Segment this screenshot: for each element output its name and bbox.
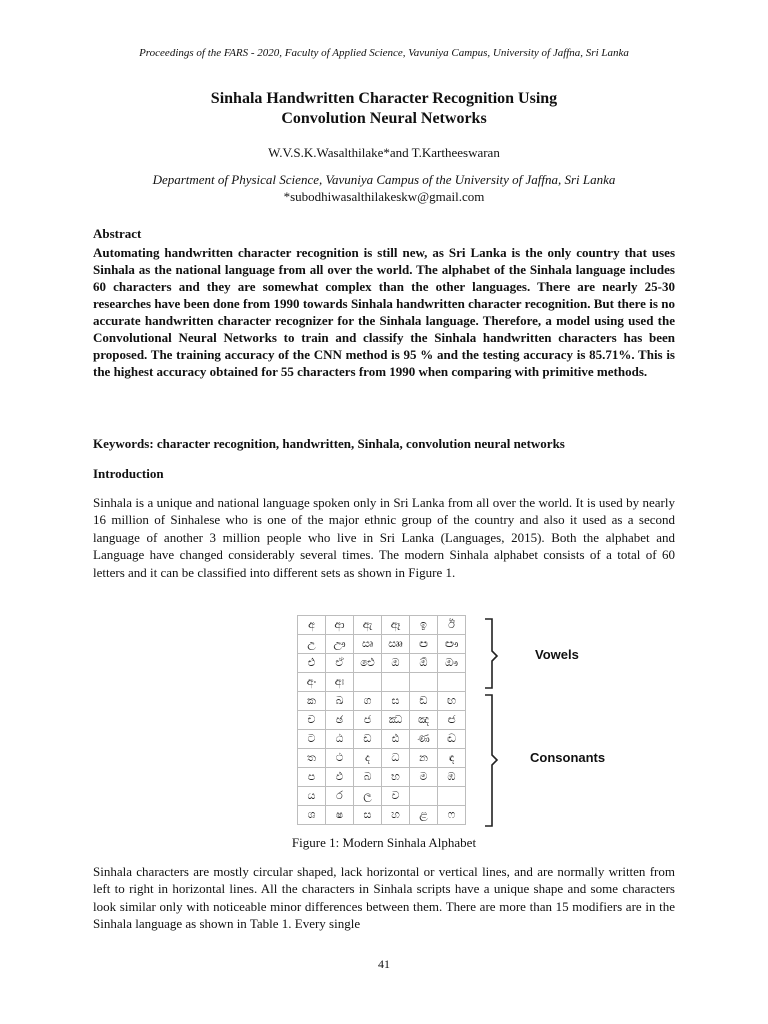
alphabet-cell: ජ xyxy=(354,711,382,730)
figure-caption: Figure 1: Modern Sinhala Alphabet xyxy=(291,835,477,850)
alphabet-cell: ඣ xyxy=(382,711,410,730)
alphabet-cell: ග xyxy=(354,692,382,711)
alphabet-cell: ඓ xyxy=(354,654,382,673)
alphabet-cell: ඳ xyxy=(438,749,466,768)
alphabet-cell: ව xyxy=(382,787,410,806)
abstract-text: Automating handwritten character recognition is still new, as Sri Lanka is the only country that uses Sinhala as the national language from all over the world. The alphabet of the Sinhala language includes 60 characters and they are somewhat complex than the other languages. There are nearly 25-30 researches have been done from 1990 towards Sinhala handwritten character recognition. But there is no accurate handwritten character recognizer for the Sinhala language. Therefore, a model using used the Convolutional Neural Networks to train and classify the Sinhala handwritten characters has been proposed. The training accuracy of the CNN method is 95 % and the testing accuracy is 85.71%. This is the highest accuracy obtained for 55 characters from 1990 when comparing with primitive methods. xyxy=(93,245,675,379)
alphabet-cell: ඌ xyxy=(326,635,354,654)
alphabet-cell xyxy=(354,673,382,692)
alphabet-cell: ද xyxy=(354,749,382,768)
alphabet-cell: ණ xyxy=(410,730,438,749)
alphabet-row xyxy=(298,692,466,711)
paragraph-2: Sinhala characters are mostly circular shaped, lack horizontal or vertical lines, and are normally written from left to right in horizontal lines. All the characters in Sinhala scripts have a unique shape and some characters look similar only with noticeable minor differences between them. There are more than 15 modifiers are in the Sinhala language as shown in Table 1. Every single xyxy=(93,864,675,932)
vowels-brace xyxy=(480,615,510,835)
alphabet-cell: ල xyxy=(354,787,382,806)
alphabet-cell: අඃ xyxy=(326,673,354,692)
keywords: Keywords: character recognition, handwritten, Sinhala, convolution neural networks xyxy=(93,436,565,451)
alphabet-cell: ම xyxy=(410,768,438,787)
consonants-brace xyxy=(485,695,497,826)
abstract-heading: Abstract xyxy=(93,226,142,241)
alphabet-row xyxy=(298,673,466,692)
alphabet-cell xyxy=(382,673,410,692)
alphabet-cell: ධ xyxy=(382,749,410,768)
intro-text: Sinhala is a unique and national language spoken only in Sri Lanka from all over the world. It is used by nearly 16 million of Sinhalese who is one of the major ethnic group of the country and also it used as a second language of another 3 million people who live in Sri Lanka (Languages, 2015). Both the alphabet and Language have changed considerably several times. The modern Sinhala alphabet consists of a total of 60 letters and it can be classified into different sets as shown in Figure 1. xyxy=(93,495,675,580)
alphabet-cell xyxy=(410,787,438,806)
alphabet-cell: ඝ xyxy=(382,692,410,711)
alphabet-cell: ශ xyxy=(298,806,326,825)
alphabet-cell: ෆ xyxy=(438,806,466,825)
alphabet-cell: ස xyxy=(354,806,382,825)
alphabet-cell: ඐ xyxy=(438,635,466,654)
consonants-label: Consonants xyxy=(530,750,606,765)
alphabet-cell: න xyxy=(410,749,438,768)
alphabet-cell: ඡ xyxy=(326,711,354,730)
alphabet-cell xyxy=(438,673,466,692)
alphabet-cell: අං xyxy=(298,673,326,692)
alphabet-cell: ඤ xyxy=(410,711,438,730)
alphabet-cell: ය xyxy=(298,787,326,806)
alphabet-table xyxy=(297,615,466,825)
alphabet-cell: ත xyxy=(298,749,326,768)
vowels-label: Vowels xyxy=(535,647,579,662)
page-number: 41 xyxy=(378,957,390,971)
alphabet-cell: ඛ xyxy=(326,692,354,711)
alphabet-cell xyxy=(438,787,466,806)
alphabet-cell: භ xyxy=(382,768,410,787)
alphabet-cell: ක xyxy=(298,692,326,711)
alphabet-row xyxy=(298,616,466,635)
alphabet-cell: ඬ xyxy=(438,730,466,749)
alphabet-cell: ඍ xyxy=(354,635,382,654)
alphabet-cell: ඵ xyxy=(326,768,354,787)
paper-title xyxy=(0,89,768,129)
title-line-2: Convolution Neural Networks xyxy=(281,110,487,127)
alphabet-cell: ආ xyxy=(326,616,354,635)
alphabet-cell: උ xyxy=(298,635,326,654)
alphabet-cell: එ xyxy=(298,654,326,673)
alphabet-cell: ථ xyxy=(326,749,354,768)
email: *subodhiwasalthilakeskw@gmail.com xyxy=(283,189,485,204)
alphabet-cell: ඊ xyxy=(438,616,466,635)
affiliation-block xyxy=(0,171,768,205)
alphabet-cell: ඉ xyxy=(410,616,438,635)
alphabet-cell: ඈ xyxy=(382,616,410,635)
alphabet-cell: ර xyxy=(326,787,354,806)
alphabet-cell: ඎ xyxy=(382,635,410,654)
alphabet-cell: ඒ xyxy=(326,654,354,673)
alphabet-cell: ඇ xyxy=(354,616,382,635)
alphabet-cell: අ xyxy=(298,616,326,635)
alphabet-cell: හ xyxy=(382,806,410,825)
alphabet-cell: ඩ xyxy=(354,730,382,749)
alphabet-cell: ඪ xyxy=(382,730,410,749)
alphabet-cell: ඨ xyxy=(326,730,354,749)
alphabet-row xyxy=(298,787,466,806)
alphabet-cell: ඞ xyxy=(410,692,438,711)
alphabet-cell: ප xyxy=(298,768,326,787)
proceedings-header: Proceedings of the FARS - 2020, Faculty of Applied Science, Vavuniya Campus, University of Jaffna, Sri Lanka xyxy=(139,47,629,59)
title-line-1: Sinhala Handwritten Character Recognition Using xyxy=(210,90,558,107)
alphabet-row xyxy=(298,711,466,730)
alphabet-cell: බ xyxy=(354,768,382,787)
alphabet-cell: ඦ xyxy=(438,711,466,730)
alphabet-row xyxy=(298,654,466,673)
alphabet-row xyxy=(298,768,466,787)
alphabet-row xyxy=(298,635,466,654)
alphabet-cell: ඖ xyxy=(438,654,466,673)
alphabet-cell: ඏ xyxy=(410,635,438,654)
alphabet-row xyxy=(298,730,466,749)
alphabet-cell: ට xyxy=(298,730,326,749)
alphabet-cell: ඹ xyxy=(438,768,466,787)
alphabet-cell: ච xyxy=(298,711,326,730)
affiliation: Department of Physical Science, Vavuniya Campus of the University of Jaffna, Sri Lanka xyxy=(152,172,616,187)
alphabet-figure xyxy=(297,615,466,825)
alphabet-row xyxy=(298,749,466,768)
alphabet-cell xyxy=(410,673,438,692)
alphabet-cell: ඕ xyxy=(410,654,438,673)
alphabet-cell: ළ xyxy=(410,806,438,825)
alphabet-cell: ඔ xyxy=(382,654,410,673)
alphabet-cell: ෂ xyxy=(326,806,354,825)
alphabet-cell: ඟ xyxy=(438,692,466,711)
intro-heading: Introduction xyxy=(93,466,164,481)
authors: W.V.S.K.Wasalthilake*and T.Kartheeswaran xyxy=(268,145,500,160)
alphabet-row xyxy=(298,806,466,825)
